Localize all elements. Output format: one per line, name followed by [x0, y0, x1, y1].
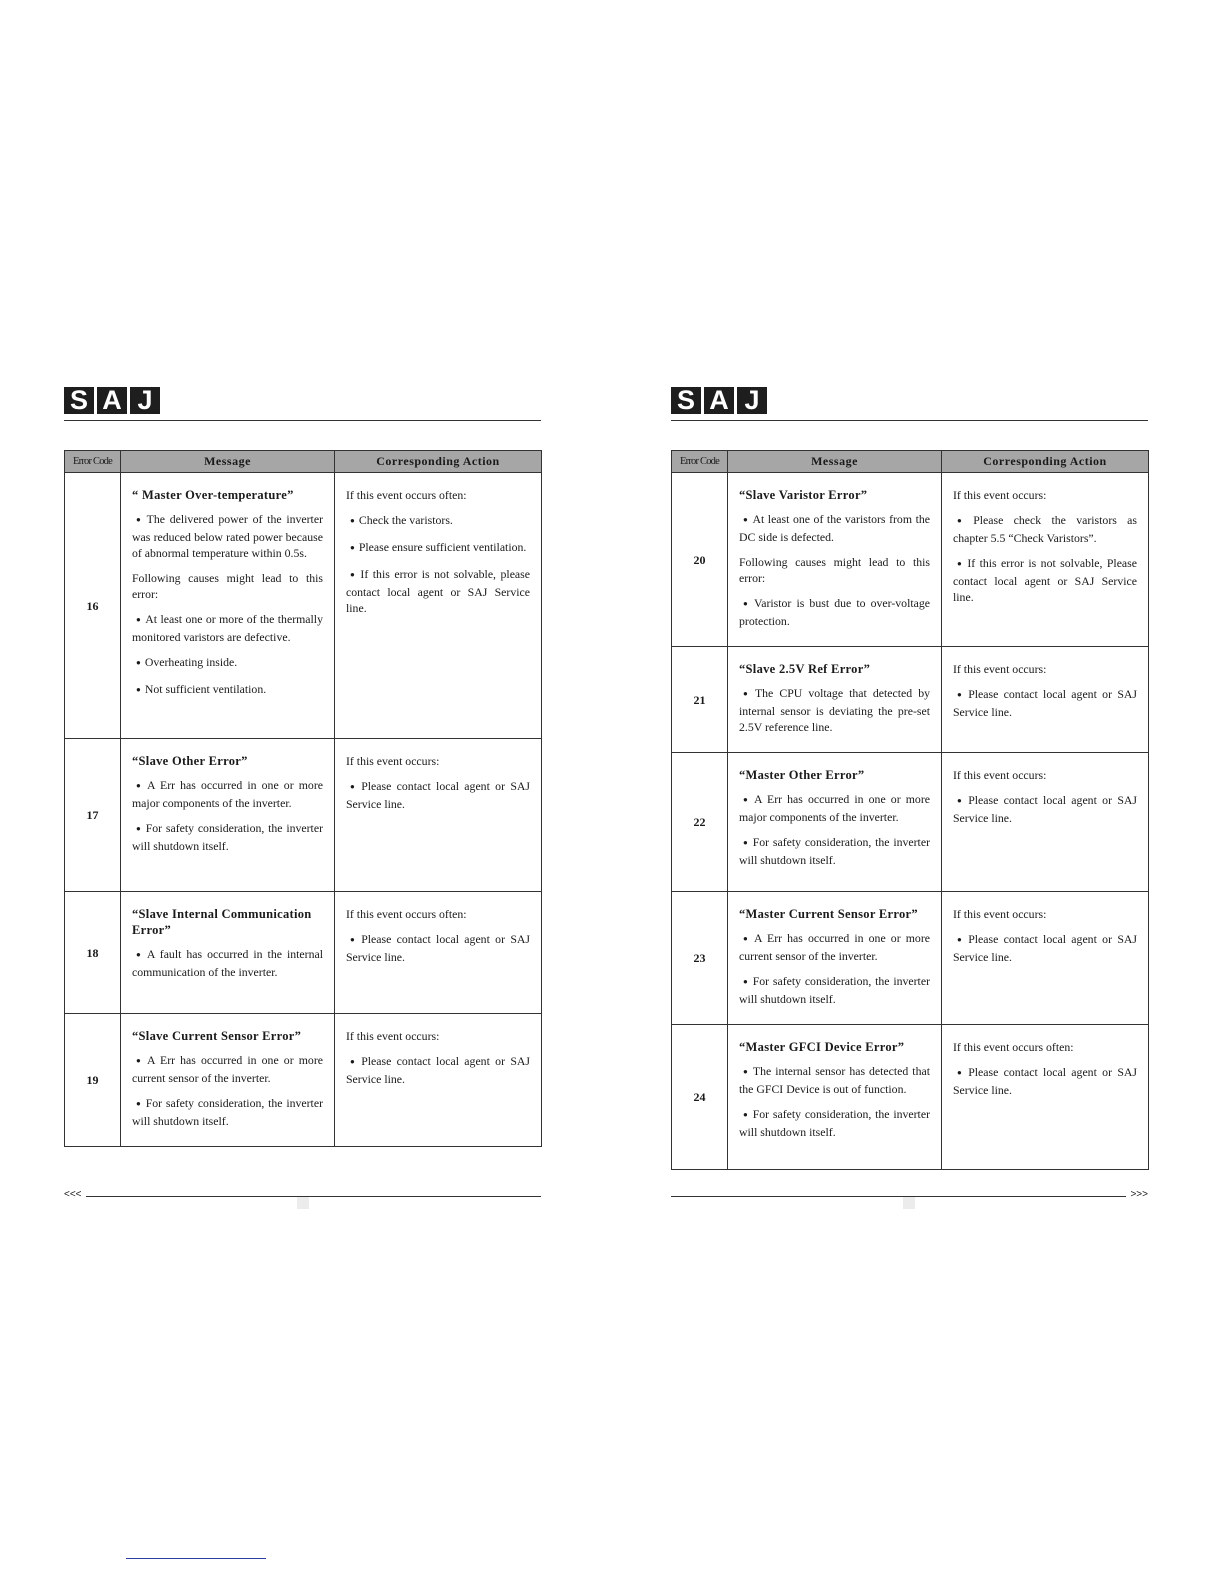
message-bullet: ● Overheating inside.	[132, 654, 323, 672]
message-cell	[728, 753, 942, 892]
action-bullet: ● Please contact local agent or SAJ Service line.	[953, 792, 1137, 826]
error-title: “Slave Varistor Error”	[739, 488, 868, 502]
message-paragraph: Following causes might lead to this error:	[739, 555, 930, 585]
logo-letter: A	[704, 387, 734, 414]
footer-rule	[671, 1196, 1126, 1197]
action-cell	[335, 1014, 542, 1147]
action-cell	[942, 473, 1149, 647]
error-code-cell: 21	[672, 647, 728, 753]
error-code-cell: 20	[672, 473, 728, 647]
message-bullet: ● For safety consideration, the inverter will shutdown itself.	[132, 1095, 323, 1129]
table-row	[672, 892, 1149, 1025]
message-bullet: ● A Err has occurred in one or more major components of the inverter.	[132, 777, 323, 811]
error-title: “ Master Over-temperature”	[132, 488, 294, 502]
header-error-code: Error Code	[672, 451, 728, 473]
saj-logo	[671, 387, 767, 414]
table-row	[65, 473, 542, 739]
error-title: “Master GFCI Device Error”	[739, 1040, 905, 1054]
header-message: Message	[728, 451, 942, 473]
table-row	[672, 1025, 1149, 1170]
action-bullet: ● Please contact local agent or SAJ Service line.	[953, 686, 1137, 720]
error-title: “Slave Other Error”	[132, 754, 248, 768]
message-bullet: ● Varistor is bust due to over-voltage protection.	[739, 595, 930, 629]
footer-rule	[86, 1196, 541, 1197]
error-table-left	[64, 450, 542, 1147]
message-paragraph: Following causes might lead to this error:	[132, 571, 323, 601]
saj-logo	[64, 387, 160, 414]
message-bullet: ● The CPU voltage that detected by internal sensor is deviating the pre-set 2.5V reference line.	[739, 685, 930, 735]
prev-arrow[interactable]: <<<	[64, 1189, 82, 1200]
error-title: “Master Current Sensor Error”	[739, 907, 918, 921]
error-code-cell: 22	[672, 753, 728, 892]
message-bullet: ● The delivered power of the inverter was reduced below rated power because of abnormal temperature within 0.5s.	[132, 511, 323, 561]
error-title: “Slave 2.5V Ref Error”	[739, 662, 871, 676]
error-code-cell: 24	[672, 1025, 728, 1170]
link-underline	[126, 1558, 266, 1559]
message-bullet: ● For safety consideration, the inverter will shutdown itself.	[739, 973, 930, 1007]
message-bullet: ● For safety consideration, the inverter will shutdown itself.	[739, 1106, 930, 1140]
action-cell	[942, 753, 1149, 892]
message-bullet: ● Not sufficient ventilation.	[132, 681, 323, 699]
action-paragraph: If this event occurs:	[346, 1029, 440, 1043]
table-body	[65, 473, 542, 1147]
error-table-right	[671, 450, 1149, 1170]
logo-letter: J	[737, 387, 767, 414]
table-row	[65, 739, 542, 892]
error-code-cell: 17	[65, 739, 121, 892]
table-body	[672, 473, 1149, 1170]
header-action: Corresponding Action	[942, 451, 1149, 473]
message-cell	[728, 473, 942, 647]
message-bullet: ● A Err has occurred in one or more major components of the inverter.	[739, 791, 930, 825]
message-cell	[121, 739, 335, 892]
error-title: “Master Other Error”	[739, 768, 865, 782]
action-paragraph: If this event occurs:	[346, 754, 440, 768]
message-bullet: ● For safety consideration, the inverter will shutdown itself.	[739, 834, 930, 868]
table-row	[65, 892, 542, 1014]
page-header	[671, 385, 1148, 421]
action-paragraph: If this event occurs often:	[953, 1040, 1074, 1054]
table-row	[672, 753, 1149, 892]
action-cell	[942, 647, 1149, 753]
message-bullet: ● A fault has occurred in the internal communication of the inverter.	[132, 946, 323, 980]
action-paragraph: If this event occurs:	[953, 907, 1047, 921]
error-code-cell: 23	[672, 892, 728, 1025]
header-rule	[671, 420, 1148, 421]
page-number-box	[297, 1197, 309, 1209]
logo-letter: S	[671, 387, 701, 414]
error-title: “Slave Internal Communication Error”	[132, 907, 312, 937]
action-paragraph: If this event occurs:	[953, 488, 1047, 502]
right-page	[671, 385, 1148, 1200]
table-header-row	[672, 451, 1149, 473]
action-paragraph: If this event occurs often:	[346, 488, 467, 502]
message-cell	[728, 892, 942, 1025]
left-page	[64, 385, 541, 1200]
action-bullet: ● Please contact local agent or SAJ Service line.	[953, 1064, 1137, 1098]
message-bullet: ● The internal sensor has detected that the GFCI Device is out of function.	[739, 1063, 930, 1097]
logo-letter: A	[97, 387, 127, 414]
table-row	[672, 473, 1149, 647]
message-cell	[121, 473, 335, 739]
message-cell	[121, 1014, 335, 1147]
error-code-cell: 16	[65, 473, 121, 739]
next-arrow[interactable]: >>>	[1130, 1189, 1148, 1200]
header-rule	[64, 420, 541, 421]
header-message: Message	[121, 451, 335, 473]
message-bullet: ● A Err has occurred in one or more current sensor of the inverter.	[739, 930, 930, 964]
page-header	[64, 385, 541, 421]
message-bullet: ● At least one of the varistors from the DC side is defected.	[739, 511, 930, 545]
action-paragraph: If this event occurs often:	[346, 907, 467, 921]
error-code-cell: 18	[65, 892, 121, 1014]
action-bullet: ● Please contact local agent or SAJ Service line.	[953, 931, 1137, 965]
table-row	[65, 1014, 542, 1147]
action-cell	[942, 1025, 1149, 1170]
action-bullet: ● Please contact local agent or SAJ Service line.	[346, 1053, 530, 1087]
error-code-cell: 19	[65, 1014, 121, 1147]
message-bullet: ● A Err has occurred in one or more current sensor of the inverter.	[132, 1052, 323, 1086]
message-bullet: ● At least one or more of the thermally monitored varistors are defective.	[132, 611, 323, 645]
action-bullet: ● If this error is not solvable, Please contact local agent or SAJ Service line.	[953, 555, 1137, 605]
action-paragraph: If this event occurs:	[953, 662, 1047, 676]
message-cell	[728, 647, 942, 753]
logo-letter: J	[130, 387, 160, 414]
page-number-box	[903, 1197, 915, 1209]
message-cell	[121, 892, 335, 1014]
action-bullet: ● Please ensure sufficient ventilation.	[346, 539, 530, 557]
action-cell	[335, 892, 542, 1014]
action-paragraph: If this event occurs:	[953, 768, 1047, 782]
action-bullet: ● Check the varistors.	[346, 512, 530, 530]
error-title: “Slave Current Sensor Error”	[132, 1029, 302, 1043]
action-bullet: ● Please contact local agent or SAJ Service line.	[346, 931, 530, 965]
table-header-row	[65, 451, 542, 473]
action-bullet: ● If this error is not solvable, please contact local agent or SAJ Service line.	[346, 566, 530, 616]
message-cell	[728, 1025, 942, 1170]
message-bullet: ● For safety consideration, the inverter will shutdown itself.	[132, 820, 323, 854]
header-error-code: Error Code	[65, 451, 121, 473]
action-cell	[942, 892, 1149, 1025]
logo-letter: S	[64, 387, 94, 414]
table-row	[672, 647, 1149, 753]
action-cell	[335, 739, 542, 892]
header-action: Corresponding Action	[335, 451, 542, 473]
action-cell	[335, 473, 542, 739]
action-bullet: ● Please check the varistors as chapter 5.5 “Check Varistors”.	[953, 512, 1137, 546]
action-bullet: ● Please contact local agent or SAJ Service line.	[346, 778, 530, 812]
